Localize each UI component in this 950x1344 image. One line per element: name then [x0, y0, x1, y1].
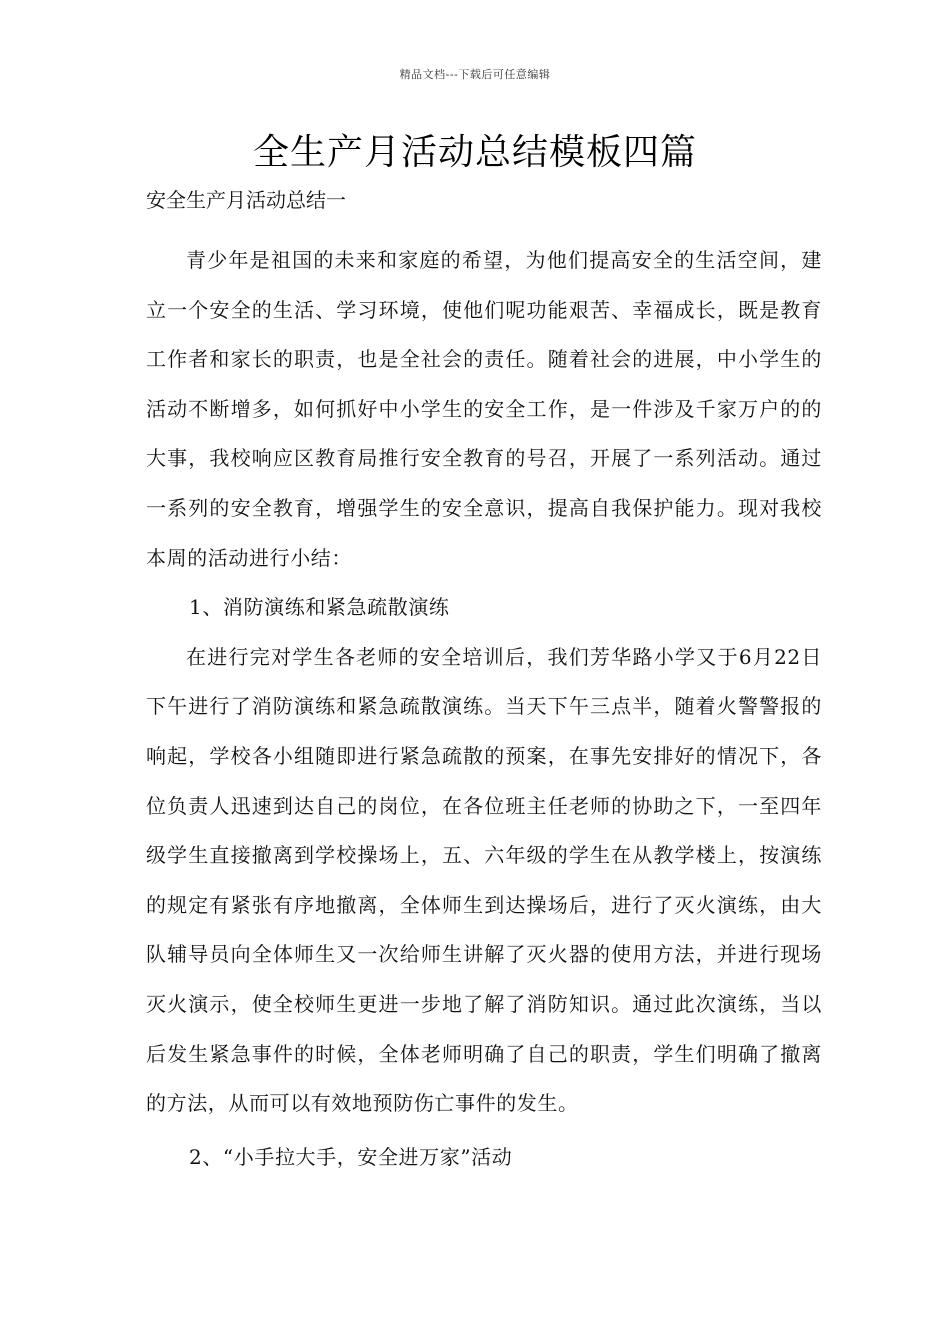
- header-note: 精品文档---下载后可任意编辑: [399, 68, 551, 81]
- document-title: 全生产月活动总结模板四篇: [252, 132, 697, 173]
- item-1-heading: 1、消防演练和紧急疏散演练: [189, 595, 450, 620]
- item-1-paragraph: 在进行完对学生各老师的安全培训后，我们芳华路小学又于6月22日下午进行了消防演练和紧急疏散演练。当天下午三点半，随着火警警报的响起，学校各小组随即进行紧急疏散的预案，在事先安排好的情况下，各位负责人迅速到达自己的岗位，在各位班主任老师的协助之下，一至四年级学生直接撤离到学校操场上，五、六年级的学生在从教学楼上，按演练的规定有紧张有序地撤离，全体师生到达操场后，进行了灭火演练，由大队辅导员向全体师生又一次给师生讲解了灭火器的使用方法，并进行现场灭火演示，使全校师生更进一步地了解了消防知识。通过此次演练，当以后发生紧急事件的时候，全体老师明确了自己的职责，学生们明确了撤离的方法，从而可以有效地预防伤亡事件的发生。: [146, 644, 822, 1116]
- document-body: [146, 236, 822, 1182]
- intro-paragraph: 青少年是祖国的未来和家庭的希望，为他们提高安全的生活空间，建立一个安全的生活、学习环境，使他们呢功能艰苦、幸福成长，既是教育工作者和家长的职责，也是全社会的责任。随着社会的进展，中小学生的活动不断增多，如何抓好中小学生的安全工作，是一件涉及千家万户的的大事，我校响应区教育局推行安全教育的号召，开展了一系列活动。通过一系列的安全教育，增强学生的安全意识，提高自我保护能力。现对我校本周的活动进行小结：: [146, 248, 822, 570]
- section-subtitle: 安全生产月活动总结一: [146, 188, 346, 212]
- item-2-heading: 2、“小手拉大手，安全进万家”活动: [189, 1144, 513, 1169]
